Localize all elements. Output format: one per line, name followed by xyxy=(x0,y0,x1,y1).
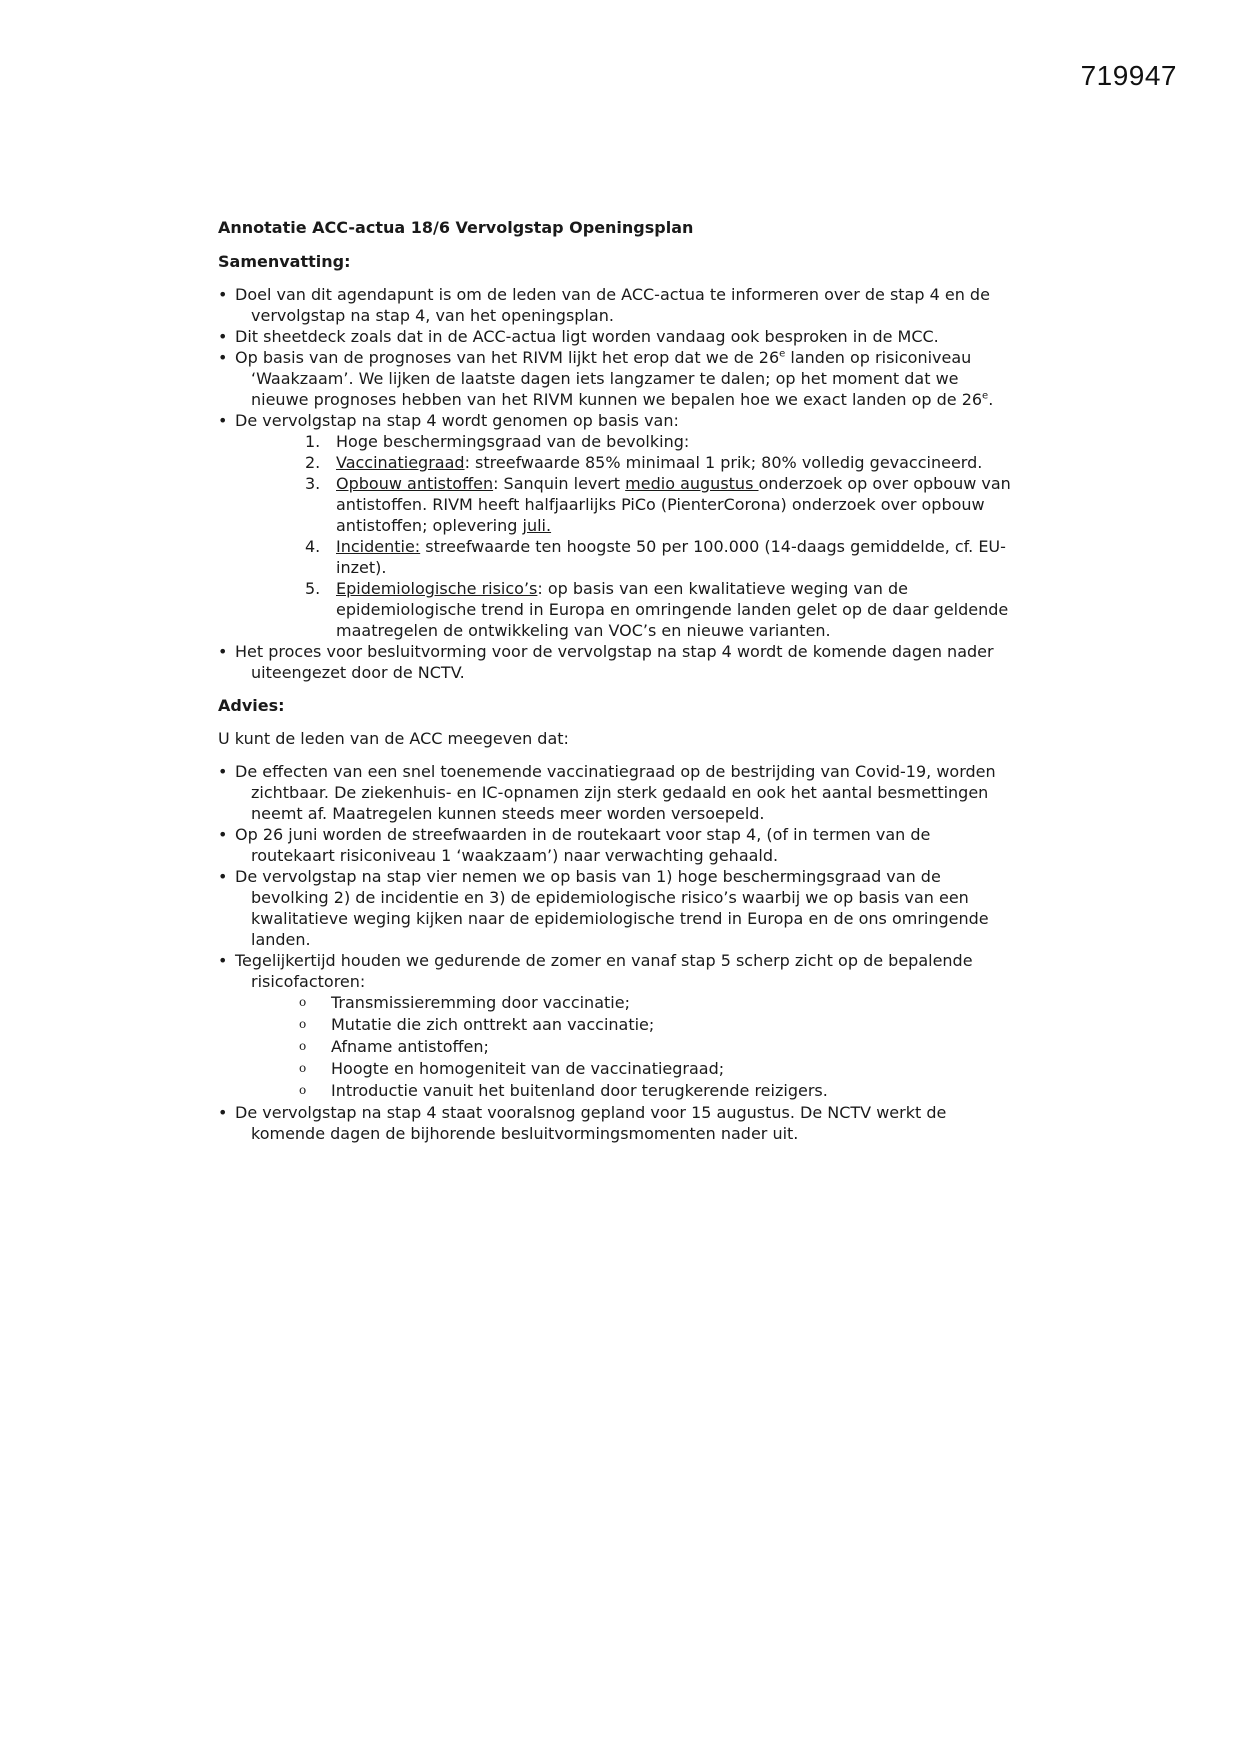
advies-intro: U kunt de leden van de ACC meegeven dat: xyxy=(218,729,569,748)
risk-factor-text: Afname antistoffen; xyxy=(331,1037,489,1056)
list-item xyxy=(218,824,1018,866)
item-number: 5. xyxy=(305,579,321,598)
bullet-3-text-a: Op basis van de prognoses van het RIVM lijkt het erop dat we de 26 xyxy=(235,348,780,367)
samenvatting-bullet-4: • De vervolgstap na stap 4 wordt genomen op basis van: xyxy=(235,411,679,430)
samenvatting-bullet-3 xyxy=(235,347,1018,410)
circle-bullet-icon: o xyxy=(299,1061,307,1075)
risk-factor-text: Transmissieremming door vaccinatie; xyxy=(331,993,630,1012)
superscript-e: e xyxy=(982,390,989,402)
list-item xyxy=(218,866,1018,950)
item-number: 1. xyxy=(305,432,321,451)
criteria-item-3 xyxy=(305,473,1018,536)
criteria-item-1 xyxy=(305,431,1018,452)
criteria-date: juli. xyxy=(522,516,552,535)
samenvatting-bullet-1: • Doel van dit agendapunt is om de leden van de ACC-actua te informeren over de stap 4 en de vervolgstap na stap 4, van het openingsplan. xyxy=(235,285,990,325)
risk-factor-text: Introductie vanuit het buitenland door terugkerende reizigers. xyxy=(331,1081,828,1100)
list-item xyxy=(218,347,1018,410)
criteria-term: Opbouw antistoffen xyxy=(336,474,494,493)
list-item xyxy=(218,410,1018,641)
criteria-date: medio augustus xyxy=(625,474,759,493)
document-title: Annotatie ACC-actua 18/6 Vervolgstap Openingsplan xyxy=(218,218,694,237)
risk-factor-item xyxy=(299,1014,1018,1035)
list-item xyxy=(218,1102,1018,1144)
risk-factor-item xyxy=(299,992,1018,1013)
circle-bullet-icon: o xyxy=(299,1017,307,1031)
samenvatting-bullet-5: • Het proces voor besluitvorming voor de vervolgstap na stap 4 wordt de komende dagen nader uiteengezet door de NCTV. xyxy=(235,642,994,682)
circle-bullet-icon: o xyxy=(299,1039,307,1053)
list-item xyxy=(218,950,1018,1101)
document-body xyxy=(218,217,1018,1156)
advies-list xyxy=(218,761,1018,1144)
superscript-e: e xyxy=(779,348,786,360)
criteria-text: : Sanquin levert xyxy=(493,474,626,493)
risk-factor-list xyxy=(235,992,1018,1101)
samenvatting-bullet-2: • Dit sheetdeck zoals dat in de ACC-actua ligt worden vandaag ook besproken in de MCC. xyxy=(235,327,939,346)
risk-factor-item xyxy=(299,1058,1018,1079)
item-number: 3. xyxy=(305,474,321,493)
advies-bullet-4: • Tegelijkertijd houden we gedurende de zomer en vanaf stap 5 scherp zicht op de bepalende risicofactoren: xyxy=(235,951,973,991)
list-item xyxy=(218,761,1018,824)
circle-bullet-icon: o xyxy=(299,995,307,1009)
document-number: 719947 xyxy=(1080,60,1177,91)
criteria-text: : op basis van een kwalitatieve weging van de epidemiologische trend in Europa en omringende landen gelet op de daar geldende maatregelen de ontwikkeling van VOC’s en nieuwe varianten. xyxy=(336,579,1009,640)
criteria-term: Incidentie: xyxy=(336,537,421,556)
criteria-text: onderzoek op over opbouw van antistoffen. RIVM heeft halfjaarlijks PiCo (PienterCorona) onderzoek over opbouw antistoffen; oplevering xyxy=(336,474,1011,535)
bullet-3-text-b: landen op risiconiveau ‘Waakzaam’. We lijken de laatste dagen iets langzamer te dalen; op het moment dat we nieuwe prognoses hebben van het RIVM kunnen we bepalen hoe we exact landen op de 26 xyxy=(251,348,983,409)
list-item xyxy=(218,284,1018,326)
list-item xyxy=(218,326,1018,347)
risk-factor-text: Hoogte en homogeniteit van de vaccinatiegraad; xyxy=(331,1059,725,1078)
criteria-term: Vaccinatiegraad xyxy=(336,453,465,472)
item-number: 4. xyxy=(305,537,321,556)
circle-bullet-icon: o xyxy=(299,1083,307,1097)
risk-factor-text: Mutatie die zich onttrekt aan vaccinatie; xyxy=(331,1015,655,1034)
criteria-term: Epidemiologische risico’s xyxy=(336,579,538,598)
criteria-list xyxy=(235,431,1018,641)
risk-factor-item xyxy=(299,1036,1018,1057)
item-number: 2. xyxy=(305,453,321,472)
risk-factor-item xyxy=(299,1080,1018,1101)
advies-heading: Advies: xyxy=(218,696,285,715)
criteria-text: streefwaarde ten hoogste 50 per 100.000 (14-daags gemiddelde, cf. EU-inzet). xyxy=(336,537,1006,577)
criteria-text: Hoge beschermingsgraad van de bevolking: xyxy=(336,432,690,451)
advies-bullet-3: • De vervolgstap na stap vier nemen we op basis van 1) hoge beschermingsgraad van de bevolking 2) de incidentie en 3) de epidemiologische risico’s waarbij we op basis van een kwalitatieve weging kijken naar de epidemiologische trend in Europa en de ons omringende landen. xyxy=(235,867,989,949)
criteria-text: : streefwaarde 85% minimaal 1 prik; 80% volledig gevaccineerd. xyxy=(464,453,983,472)
criteria-item-2 xyxy=(305,452,1018,473)
criteria-item-4 xyxy=(305,536,1018,578)
criteria-item-5 xyxy=(305,578,1018,641)
advies-bullet-1: • De effecten van een snel toenemende vaccinatiegraad op de bestrijding van Covid-19, worden zichtbaar. De ziekenhuis- en IC-opnamen zijn sterk gedaald en ook het aantal besmettingen neemt af. Maatregelen kunnen steeds meer worden versoepeld. xyxy=(235,762,996,823)
samenvatting-heading: Samenvatting: xyxy=(218,252,351,271)
advies-bullet-2: • Op 26 juni worden de streefwaarden in de routekaart voor stap 4, (of in termen van de routekaart risiconiveau 1 ‘waakzaam’) naar verwachting gehaald. xyxy=(235,825,931,865)
bullet-3-text-c: . xyxy=(988,390,994,409)
list-item xyxy=(218,641,1018,683)
samenvatting-list xyxy=(218,284,1018,683)
advies-bullet-5: • De vervolgstap na stap 4 staat vooralsnog gepland voor 15 augustus. De NCTV werkt de komende dagen de bijhorende besluitvormingsmomenten nader uit. xyxy=(235,1103,947,1143)
